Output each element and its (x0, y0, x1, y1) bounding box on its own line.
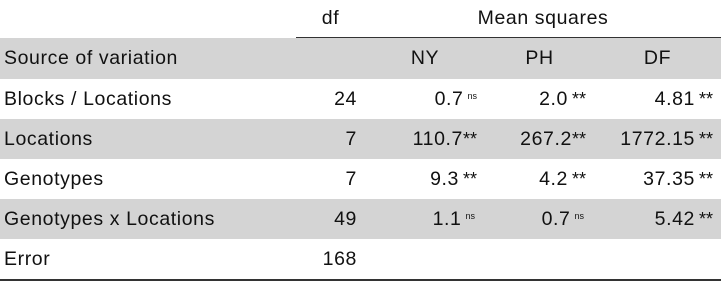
significance-marker: ns (467, 90, 477, 101)
value: 0.7 (541, 207, 571, 230)
table-row (0, 239, 721, 280)
significance-marker: ** (571, 88, 586, 109)
column-header-df: DF (594, 38, 721, 80)
value-cell (485, 239, 594, 280)
value: 4.81 (654, 87, 695, 110)
table-row (0, 159, 721, 199)
value-cell (594, 199, 721, 239)
df-cell: 24 (334, 87, 357, 110)
mean-squares-header: Mean squares (365, 0, 721, 38)
value: 267.2 (520, 127, 572, 150)
value: 1.1 (432, 207, 462, 230)
value: 110.7 (412, 127, 463, 150)
df-header: df (296, 0, 365, 38)
source-cell: Blocks / Locations (4, 87, 172, 110)
value: 4.2 (539, 167, 568, 190)
significance-marker: ns (574, 210, 584, 221)
significance-marker: ** (698, 88, 713, 109)
significance-marker: ** (571, 168, 586, 189)
value-cell (365, 79, 485, 119)
empty-header-cell (0, 0, 296, 38)
df-cell: 7 (345, 167, 357, 190)
source-of-variation-header: Source of variation (0, 38, 296, 80)
value-cell (485, 79, 594, 119)
value-cell (365, 119, 485, 159)
value-cell (485, 159, 594, 199)
source-cell: Genotypes (4, 167, 104, 190)
value: 0.7 (434, 87, 464, 110)
value-cell (594, 159, 721, 199)
table-row (0, 79, 721, 119)
df-cell: 7 (296, 119, 365, 159)
value-cell (365, 239, 485, 280)
df-cell: 168 (296, 239, 365, 280)
empty-df-header-cell (296, 38, 365, 80)
source-cell: Genotypes x Locations (0, 199, 296, 239)
value-cell (594, 79, 721, 119)
column-header-ny: NY (365, 38, 485, 80)
significance-marker: ** (571, 128, 586, 149)
value-cell (365, 159, 485, 199)
significance-marker: ns (465, 210, 475, 221)
significance-marker: ** (698, 168, 713, 189)
column-header-ph: PH (485, 38, 594, 80)
df-cell: 49 (296, 199, 365, 239)
value: 37.35 (643, 167, 695, 190)
value: 1772.15 (620, 127, 695, 150)
value-cell (485, 119, 594, 159)
source-cell: Locations (0, 119, 296, 159)
significance-marker: ** (462, 128, 477, 149)
source-cell: Error (0, 239, 296, 280)
header-row-columns (0, 38, 721, 80)
value: 5.42 (654, 207, 695, 230)
value-cell (365, 199, 485, 239)
significance-marker: ** (462, 168, 477, 189)
value-cell (485, 199, 594, 239)
significance-marker: ** (698, 128, 713, 149)
significance-marker: ** (698, 208, 713, 229)
value-cell (594, 119, 721, 159)
header-row-top (0, 0, 721, 38)
table-row (0, 119, 721, 159)
value: 9.3 (430, 167, 459, 190)
table-row (0, 199, 721, 239)
value: 2.0 (539, 87, 568, 110)
value-cell (594, 239, 721, 280)
